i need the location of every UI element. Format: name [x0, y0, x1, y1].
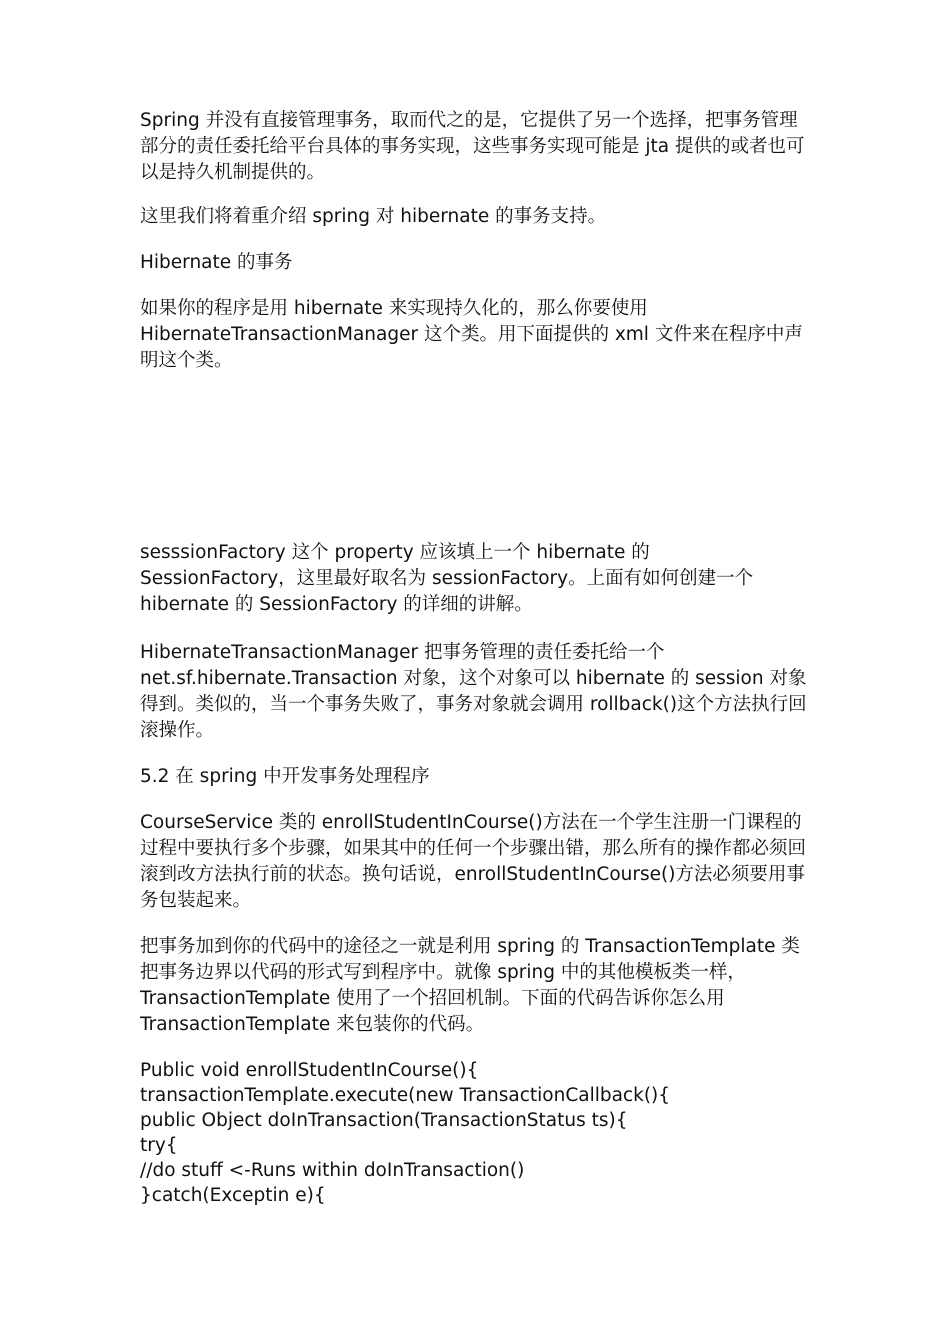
paragraph-session-factory: sesssionFactory 这个 property 应该填上一个 hibernate 的 SessionFactory，这里最好取名为 sessionFactory。上面有如何创建一个 hibernate 的 SessionFactory 的详细的讲解。	[140, 542, 754, 615]
code-line: public Object doInTransaction(TransactionStatus ts){	[140, 1110, 628, 1131]
code-line: try{	[140, 1135, 178, 1156]
paragraph-focus: 这里我们将着重介绍 spring 对 hibernate 的事务支持。	[140, 206, 607, 227]
paragraph-intro: Spring 并没有直接管理事务，取而代之的是，它提供了另一个选择，把事务管理部分的责任委托给平台具体的事务实现，这些事务实现可能是 jta 提供的或者也可以是持久机制提供的。	[140, 110, 805, 183]
code-line: transactionTemplate.execute(new TransactionCallback(){	[140, 1085, 671, 1106]
paragraph-course-service: CourseService 类的 enrollStudentInCourse()方法在一个学生注册一门课程的过程中要执行多个步骤，如果其中的任何一个步骤出错，那么所有的操作都必须回滚到改方法执行前的状态。换句话说，enrollStudentInCourse()方法必须要用事务包装起来。	[140, 812, 807, 911]
paragraph-transaction-template: 把事务加到你的代码中的途径之一就是利用 spring 的 TransactionTemplate 类把事务边界以代码的形式写到程序中。就像 spring 中的其他模板类一样，TransactionTemplate 使用了一个招回机制。下面的代码告诉你怎么用 TransactionTemplate 来包装你的代码。	[140, 936, 800, 1035]
code-line: }catch(Exceptin e){	[140, 1185, 326, 1206]
paragraph-hibernate-manager: 如果你的程序是用 hibernate 来实现持久化的，那么你要使用 HibernateTransactionManager 这个类。用下面提供的 xml 文件来在程序中声明这个类。	[140, 298, 803, 371]
section-heading-hibernate: Hibernate 的事务	[140, 252, 293, 273]
code-line: //do stuff <-Runs within doInTransaction()	[140, 1160, 525, 1181]
code-line: Public void enrollStudentInCourse(){	[140, 1060, 479, 1081]
paragraph-transaction-delegate: HibernateTransactionManager 把事务管理的责任委托给一个 net.sf.hibernate.Transaction 对象，这个对象可以 hibernate 的 session 对象得到。类似的，当一个事务失败了，事务对象就会调用 rollback()这个方法执行回滚操作。	[140, 642, 807, 741]
document-body	[140, 108, 812, 1208]
blank-space	[140, 374, 812, 540]
code-block	[140, 1058, 812, 1208]
section-heading-5-2: 5.2 在 spring 中开发事务处理程序	[140, 766, 430, 787]
